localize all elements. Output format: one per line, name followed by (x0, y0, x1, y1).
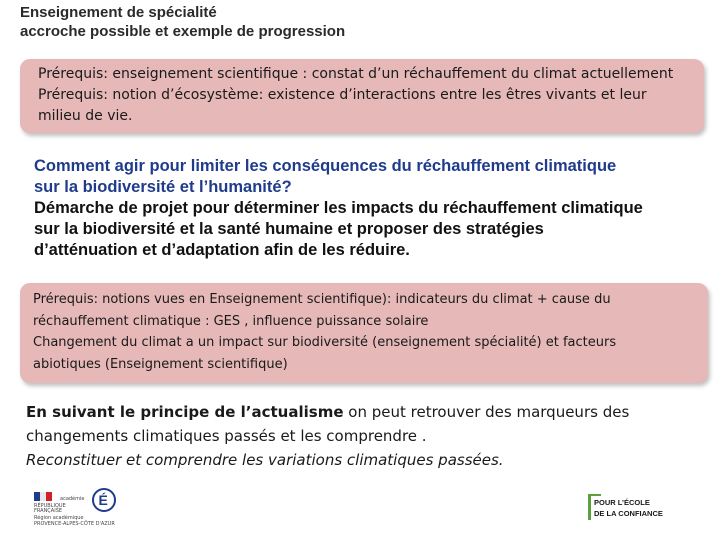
title-line-2: accroche possible et exemple de progression (20, 23, 346, 40)
box2-line-3: Changement du climat a un impact sur biodiversité (enseignement spécialité) et facteurs (33, 335, 617, 350)
marianne-label-2: FRANÇAISE (34, 508, 63, 514)
academie-e-icon: É (98, 492, 108, 508)
box2-line-1: Prérequis: notions vues en Enseignement scientifique): indicateurs du climat + cause du (33, 292, 611, 307)
green-corner-icon (591, 494, 601, 496)
page-title (20, 3, 345, 41)
question-line-2: sur la biodiversité et l’humanité? (34, 178, 292, 196)
ecole-line-2: DE LA CONFIANCE (594, 509, 663, 518)
flag-red-icon (46, 492, 52, 501)
actualism-rest: on peut retrouver des marqueurs des (343, 403, 630, 421)
box1-line-2: Prérequis: notion d’écosystème: existence d’interactions entre les êtres vivants et leur (38, 87, 647, 103)
box2-line-4: abiotiques (Enseignement scientifique) (33, 356, 288, 372)
actualism-bold: En suivant le principe de l’actualisme (26, 403, 344, 421)
region-line-1: Région académique (34, 515, 84, 521)
marianne-label: RÉPUBLIQUE (34, 503, 66, 509)
academie-label: académie (60, 496, 85, 502)
flag-blue-icon (34, 492, 40, 501)
project-line-1: Démarche de projet pour déterminer les impacts du réchauffement climatique (34, 199, 643, 217)
actualism-line-3: Reconstituer et comprendre les variations climatiques passées. (26, 451, 504, 469)
prerequisites-box-1 (20, 59, 704, 133)
prerequisites-box-2 (20, 283, 708, 383)
actualism-line-2: changements climatiques passés et les comprendre . (26, 427, 427, 445)
region-line-2: PROVENCE-ALPES-CÔTE D'AZUR (34, 521, 115, 526)
ecole-confiance-logo (588, 494, 680, 520)
academie-logo (34, 486, 124, 526)
green-bar-icon (588, 494, 591, 520)
ecole-line-1: POUR L’ÉCOLE (594, 498, 650, 507)
project-line-3: d’atténuation et d’adaptation afin de les réduire. (34, 241, 410, 259)
project-line-2: sur la biodiversité et la santé humaine et proposer des stratégies (34, 220, 544, 238)
box2-line-2: réchauffement climatique : GES , influence puissance solaire (33, 313, 429, 329)
question-line-1: Comment agir pour limiter les conséquences du réchauffement climatique (34, 157, 617, 175)
box1-line-1: Prérequis: enseignement scientifique : constat d’un réchauffement du climat actuellement (38, 66, 674, 82)
title-line-1: Enseignement de spécialité (20, 4, 217, 21)
actualism-paragraph (26, 400, 698, 472)
flag-white-icon (40, 492, 46, 501)
box1-line-3: milieu de vie. (38, 108, 133, 124)
actualism-line-1 (26, 400, 698, 424)
guiding-question (34, 156, 714, 261)
